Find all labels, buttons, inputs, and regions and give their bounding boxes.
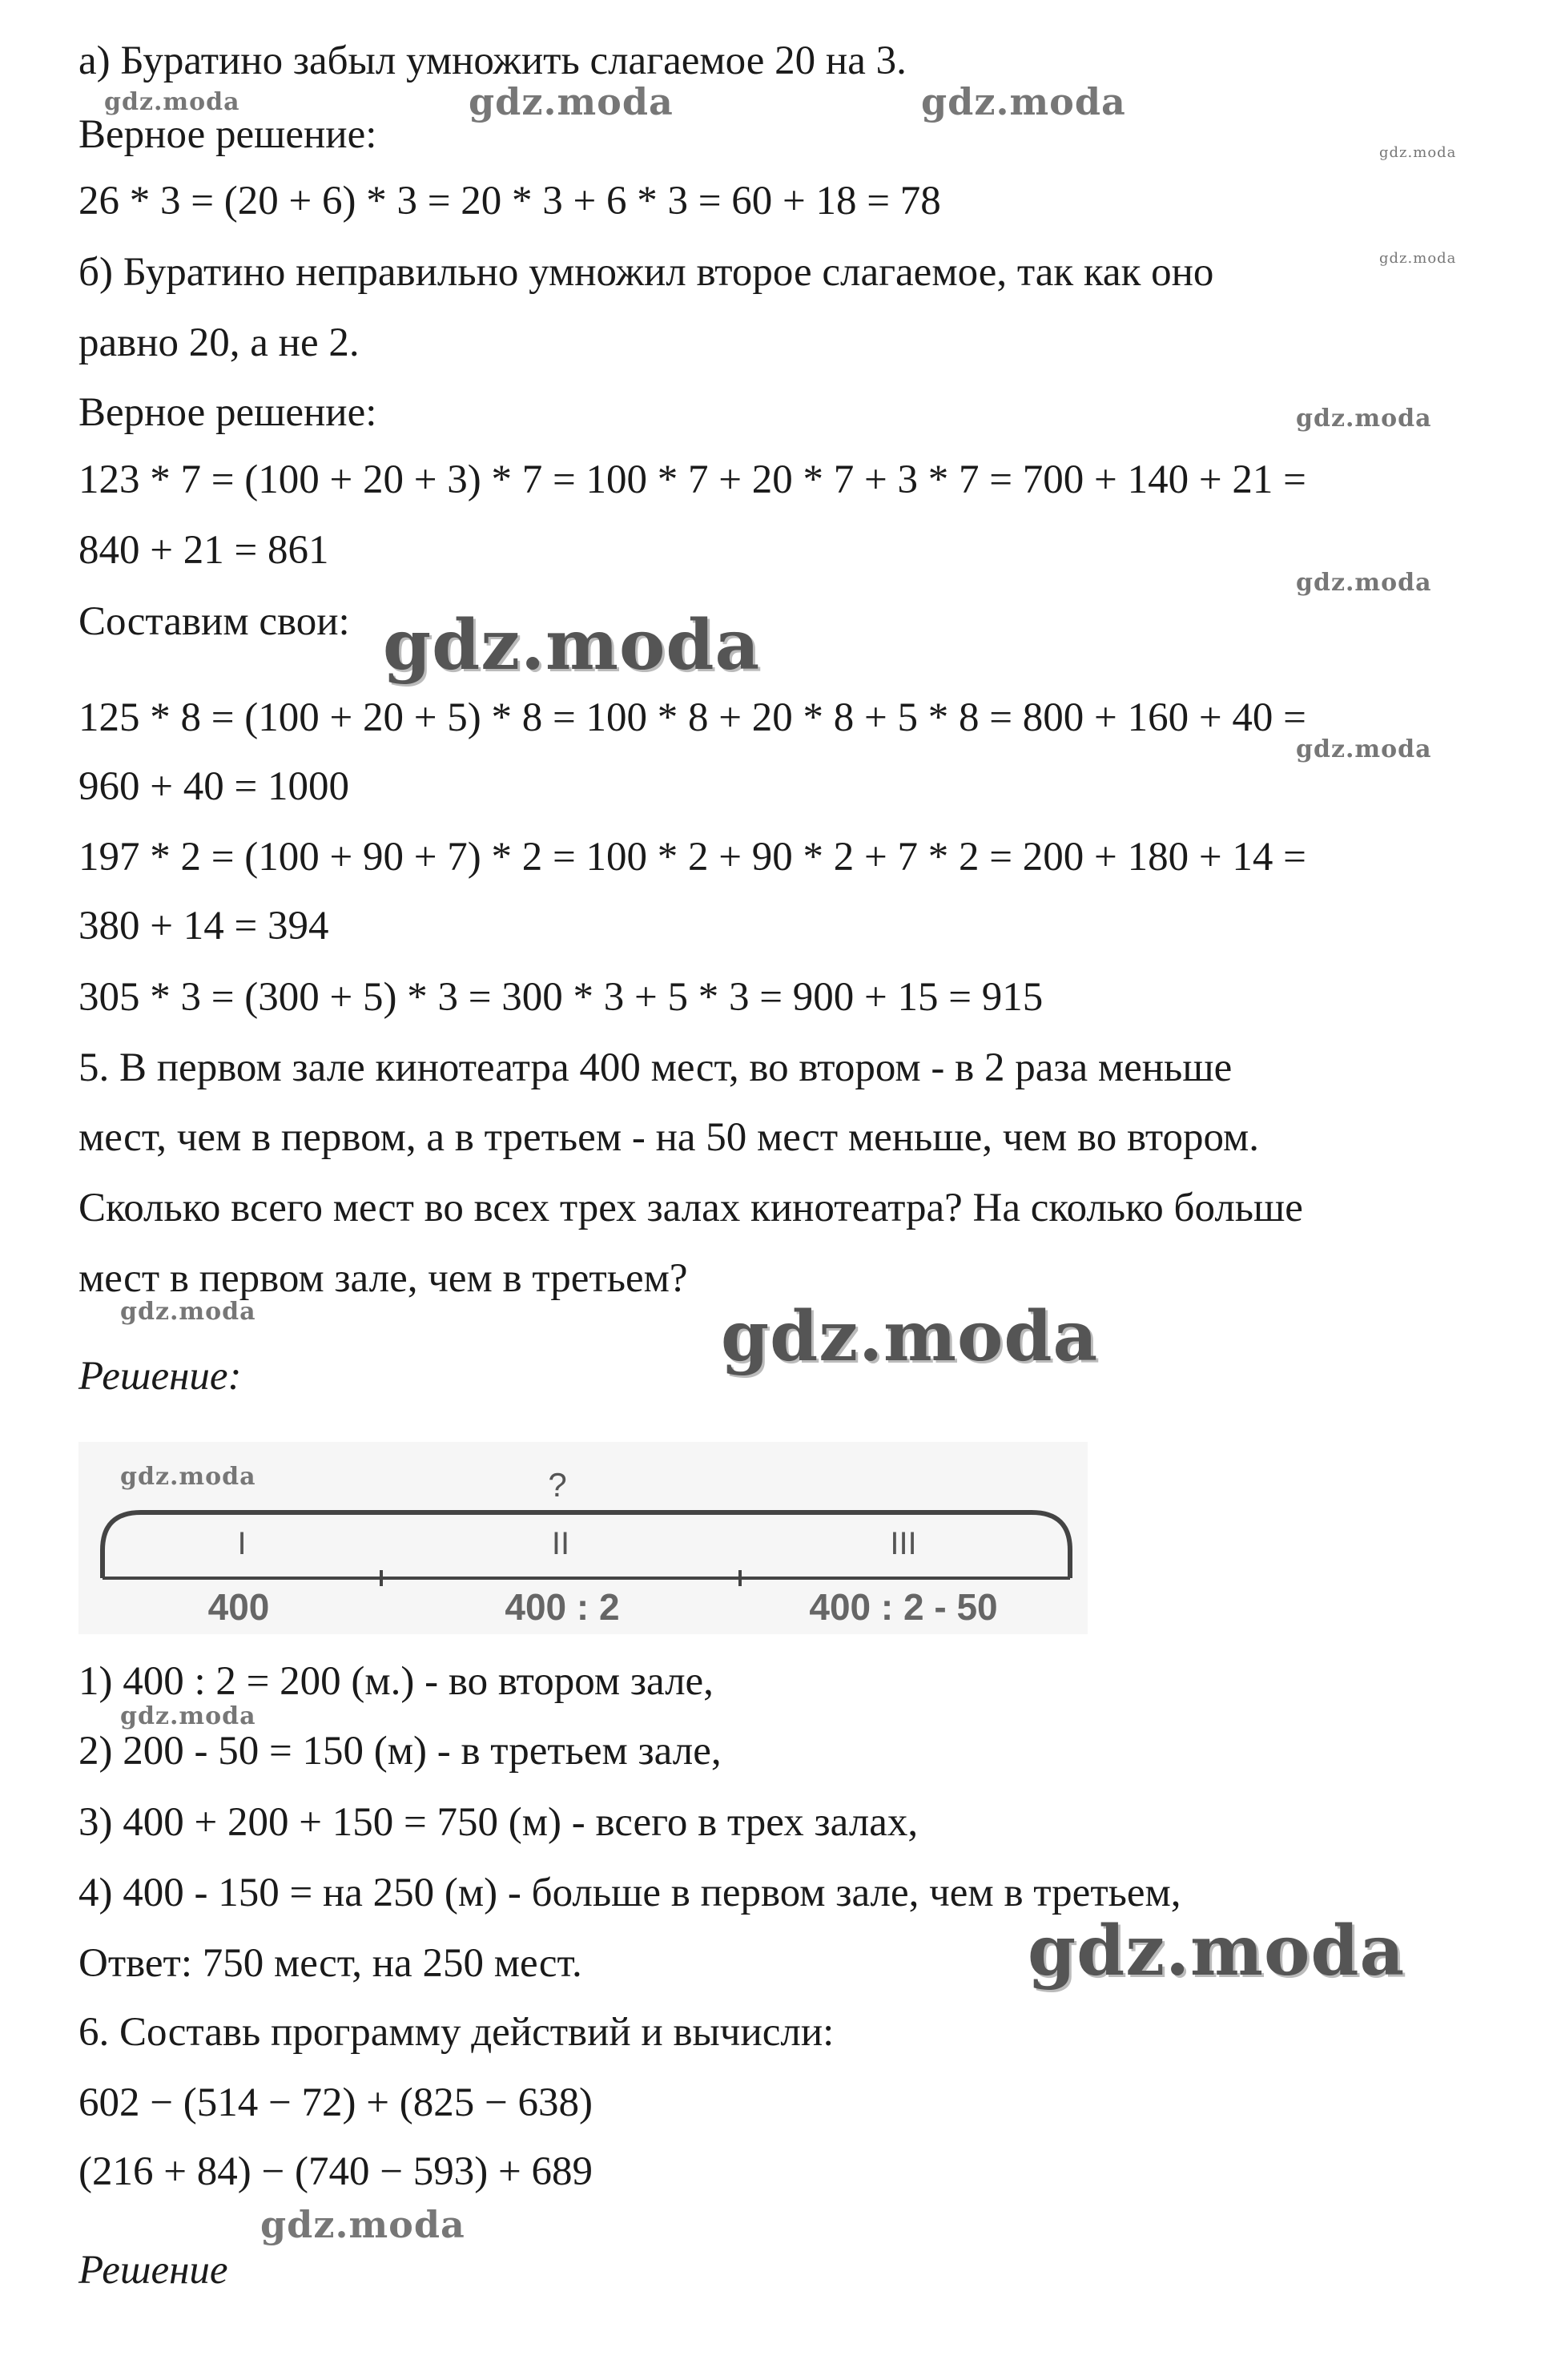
text-line: 197 * 2 = (100 + 90 + 7) * 2 = 100 * 2 + 90 * 2 + 7 * 2 = 200 + 180 + 14 =	[78, 835, 1306, 880]
text-line: 6. Составь программу действий и вычисли:	[78, 2010, 835, 2055]
segment-2-label: 400 : 2	[505, 1586, 620, 1628]
text-line: Ответ: 750 мест, на 250 мест.	[78, 1941, 582, 1986]
watermark: gdz.moda	[921, 80, 1126, 123]
text-line: 960 + 40 = 1000	[78, 764, 350, 809]
watermark: gdz.moda	[120, 1298, 256, 1326]
segment-2-roman: II	[551, 1526, 570, 1561]
text-line: Составим свои:	[78, 599, 350, 644]
segment-1-label: 400	[207, 1586, 270, 1628]
text-line: 380 + 14 = 394	[78, 904, 329, 948]
watermark: gdz.moda	[383, 605, 761, 686]
text-line: 125 * 8 = (100 + 20 + 5) * 8 = 100 * 8 + 20 * 8 + 5 * 8 = 800 + 160 + 40 =	[78, 695, 1306, 740]
watermark: gdz.moda	[120, 1702, 256, 1730]
text-line: 26 * 3 = (20 + 6) * 3 = 20 * 3 + 6 * 3 = 60 + 18 = 78	[78, 179, 941, 224]
segment-3-roman: III	[890, 1526, 917, 1561]
watermark: gdz.moda	[1379, 144, 1457, 161]
segment-1-roman: I	[237, 1526, 247, 1561]
watermark: gdz.moda	[469, 80, 674, 123]
text-line: 4) 400 - 150 = на 250 (м) - больше в первом зале, чем в третьем,	[78, 1871, 1181, 1915]
text-line: мест в первом зале, чем в третьем?	[78, 1256, 688, 1301]
text-line: а) Буратино забыл умножить слагаемое 20 на 3.	[78, 38, 907, 83]
text-line: 5. В первом зале кинотеатра 400 мест, во втором - в 2 раза меньше	[78, 1045, 1233, 1090]
watermark: gdz.moda	[120, 1463, 256, 1491]
diagram-question: ?	[548, 1466, 567, 1504]
text-line: 1) 400 : 2 = 200 (м.) - во втором зале,	[78, 1659, 714, 1704]
watermark: gdz.moda	[1296, 735, 1432, 763]
text-line: 840 + 21 = 861	[78, 528, 329, 573]
text-line: мест, чем в первом, а в третьем - на 50 мест меньше, чем во втором.	[78, 1115, 1259, 1160]
text-line: Верное решение:	[78, 112, 377, 157]
watermark: gdz.moda	[1028, 1911, 1406, 1991]
text-line: Сколько всего мест во всех трех залах кинотеатра? На сколько больше	[78, 1186, 1303, 1230]
text-line: б) Буратино неправильно умножил второе слагаемое, так как оно	[78, 250, 1214, 295]
text-line: 305 * 3 = (300 + 5) * 3 = 300 * 3 + 5 * 3 = 900 + 15 = 915	[78, 975, 1044, 1020]
watermark: gdz.moda	[1296, 405, 1432, 433]
text-line: (216 + 84) − (740 − 593) + 689	[78, 2149, 593, 2194]
watermark: gdz.moda	[104, 88, 240, 116]
watermark: gdz.moda	[1296, 569, 1432, 597]
text-line: равно 20, а не 2.	[78, 320, 360, 365]
watermark: gdz.moda	[260, 2203, 465, 2246]
solution-heading: Решение	[78, 2248, 228, 2293]
text-line: 2) 200 - 50 = 150 (м) - в третьем зале,	[78, 1729, 722, 1774]
text-line: 123 * 7 = (100 + 20 + 3) * 7 = 100 * 7 + 20 * 7 + 3 * 7 = 700 + 140 + 21 =	[78, 457, 1306, 502]
text-line: Верное решение:	[78, 390, 377, 435]
solution-heading: Решение:	[78, 1354, 242, 1399]
watermark: gdz.moda	[721, 1296, 1099, 1377]
text-line: 3) 400 + 200 + 150 = 750 (м) - всего в трех залах,	[78, 1800, 919, 1845]
segment-3-label: 400 : 2 - 50	[809, 1586, 998, 1628]
watermark: gdz.moda	[1379, 250, 1457, 267]
text-line: 602 − (514 − 72) + (825 − 638)	[78, 2080, 593, 2125]
